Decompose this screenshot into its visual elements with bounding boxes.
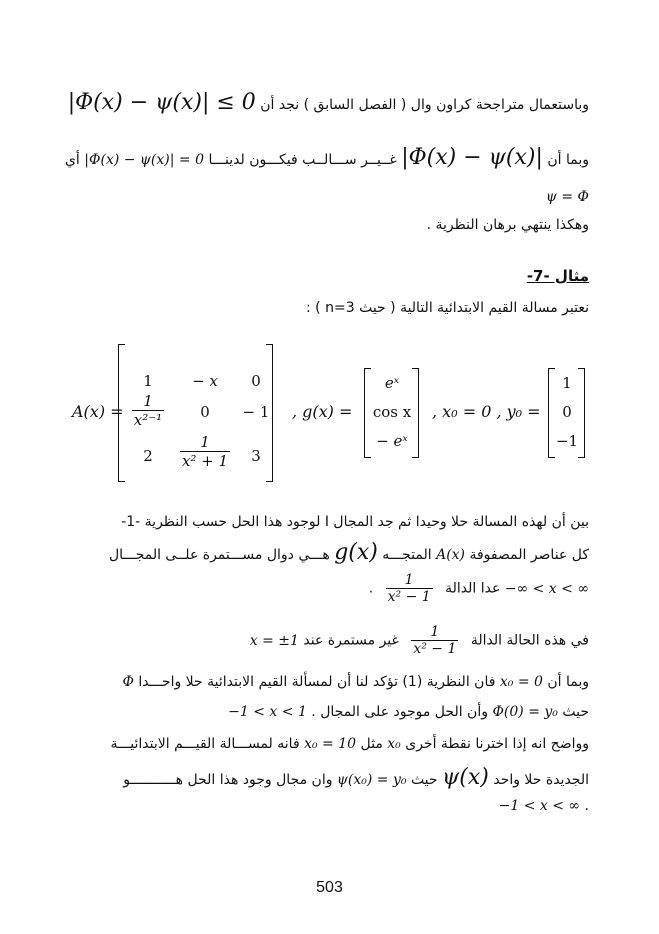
text-show-unique-solution: بين أن لهذه المسالة حلا وحيدا ثم جد المجال I لوجود هذا الحل حسب النظرية -1- — [121, 514, 589, 530]
fraction-den: x² − 1 — [387, 589, 431, 605]
text-theorem-confirms: فان النظرية (1) تؤكد لنا أن لمسألة القيم الابتدائية حلا واحـــدا — [138, 674, 496, 690]
fraction-num: 1 — [411, 624, 458, 641]
text-nonnegative: غــيــر ســـالــب فيكـــون لدينـــا — [208, 152, 397, 168]
matrix-a-r2c2: 3 — [251, 447, 261, 465]
matrix-a-r0c2: 0 — [251, 372, 261, 390]
vector-y0-r1: 0 — [562, 403, 572, 421]
text-ie: أي — [64, 152, 80, 168]
text-consider-ivp: نعتبر مسالة القيم الابتدائية التالية ( حيث n=3 ) : — [306, 300, 589, 316]
text-since-b: وبما أن — [547, 674, 589, 690]
text-line-13 — [40, 765, 589, 790]
fraction-den: x² − 1 — [413, 641, 457, 657]
math-abs-difference-eq-zero: |Φ(x) − ψ(x)| = 0 — [84, 152, 204, 168]
text-in-this-case: في هذه الحالة الدالة — [470, 632, 589, 649]
math-a-of-x: A(x) — [436, 547, 466, 563]
math-psi-eq-phi: ψ = Φ — [545, 189, 589, 205]
math-interval-minus1-inf: −1 < x < ∞ . — [498, 798, 589, 814]
matrix-equation — [0, 340, 659, 490]
text-except-function: عدا الدالة — [445, 580, 501, 597]
text-where-b: حيث — [410, 772, 438, 788]
text-vector: المتجـــه — [382, 547, 432, 563]
math-x0: x₀ — [387, 736, 401, 752]
text-where: حيث — [562, 704, 589, 720]
fraction-num: 1 — [386, 572, 433, 589]
math-x-pm-one: x = ±1 — [249, 632, 299, 649]
text-line-3 — [40, 189, 589, 205]
math-real-line: −∞ < x < ∞ — [504, 580, 589, 597]
matrix-a-label: A(x) = — [72, 402, 124, 421]
math-abs-difference-le-zero: |Φ(x) − ψ(x)| ≤ 0 — [67, 90, 256, 115]
math-psi-of-x: ψ(x) — [442, 765, 489, 790]
initial-conditions-label: , x₀ = 0 , y₀ = — [432, 402, 541, 421]
text-line-9 — [40, 624, 589, 657]
text-matrix-elements: كل عناصر المصفوفة — [469, 547, 589, 563]
vector-g-r0: eˣ — [384, 374, 400, 392]
matrix-a-r2c0: 2 — [143, 447, 153, 465]
math-abs-difference: |Φ(x) − ψ(x)| — [401, 145, 543, 170]
text-line-14 — [40, 798, 589, 814]
text-line-7 — [40, 540, 589, 565]
matrix-a-r0c0: 1 — [143, 372, 153, 390]
page-number: 503 — [316, 879, 343, 896]
text-not-continuous-at: غير مستمرة عند — [303, 632, 399, 649]
text-since: وبما أن — [547, 152, 589, 168]
text-period: . — [368, 580, 374, 597]
text-line-2 — [40, 145, 589, 170]
text-line-10 — [40, 674, 589, 690]
math-g-of-x: g(x) — [334, 540, 378, 565]
text-existence-interval: وان مجال وجود هذا الحل هـــــــــــو — [123, 772, 333, 788]
text-proof-end: وهكذا ينتهي برهان النظرية . — [426, 217, 589, 233]
fraction-one-over-x-pow — [132, 392, 164, 429]
example-heading-label: مثال -7- — [526, 267, 589, 285]
fraction-one-over-x2-minus-1 — [386, 572, 433, 605]
matrix-a-r0c1: − x — [192, 372, 218, 390]
math-phi0-eq-y0: Φ(0) = y₀ — [492, 704, 558, 720]
text-if-we-choose: وواضح انه إذا اخترنا نقطة أخرى — [405, 736, 589, 752]
matrix-a-r1c1: 0 — [200, 403, 210, 421]
vector-g-label: , g(x) = — [292, 402, 353, 421]
vector-g-r1: cos x — [372, 403, 412, 421]
text-new-unique-solution: الجديدة حلا واحد — [493, 772, 589, 788]
text-such-as: مثل — [360, 736, 383, 752]
text-solution-exists-on: وأن الحل موجود على المجال — [320, 704, 488, 720]
fraction-num: 1 — [180, 433, 230, 452]
text-line-5 — [40, 300, 589, 316]
fraction-num: 1 — [132, 392, 164, 411]
fraction-one-over-x2-minus-1-b — [411, 624, 458, 657]
matrix-a-r1c0 — [118, 392, 178, 429]
math-phi: Φ — [122, 674, 134, 690]
text-line-6 — [40, 514, 589, 530]
math-x0-eq-10: x₀ = 10 — [304, 736, 357, 752]
text-line-8 — [40, 572, 589, 605]
example-heading — [40, 267, 589, 285]
fraction-den: x²⁻¹ — [133, 411, 163, 429]
vector-g-r2: − eˣ — [376, 432, 408, 450]
text-line-4 — [40, 217, 589, 233]
math-x0-eq-0: x₀ = 0 — [499, 674, 543, 690]
matrix-a-r1c2: − 1 — [242, 403, 270, 421]
text-krown-inequality: وباستعمال متراجحة كراون وال ( الفصل السابق ) نجد أن — [260, 97, 589, 113]
fraction-den: x² + 1 — [181, 452, 229, 470]
math-interval-minus1-1: −1 < x < 1 . — [228, 704, 316, 720]
vector-y0-r0: 1 — [562, 374, 572, 392]
text-continuous-functions: هـــي دوال مســـتمرة علــى المجـــال — [108, 547, 330, 563]
fraction-one-over-x2-plus-1 — [180, 433, 230, 470]
text-ivp-new: فانه لمســـالة القيـــم الابتدائيـــة — [110, 736, 300, 752]
text-line-11 — [40, 704, 589, 720]
vector-y0-r2: −1 — [555, 432, 579, 450]
math-psi-x0-eq-y0: ψ(x₀) = y₀ — [336, 772, 407, 788]
text-line-12 — [40, 736, 589, 752]
text-line-1 — [40, 90, 589, 115]
